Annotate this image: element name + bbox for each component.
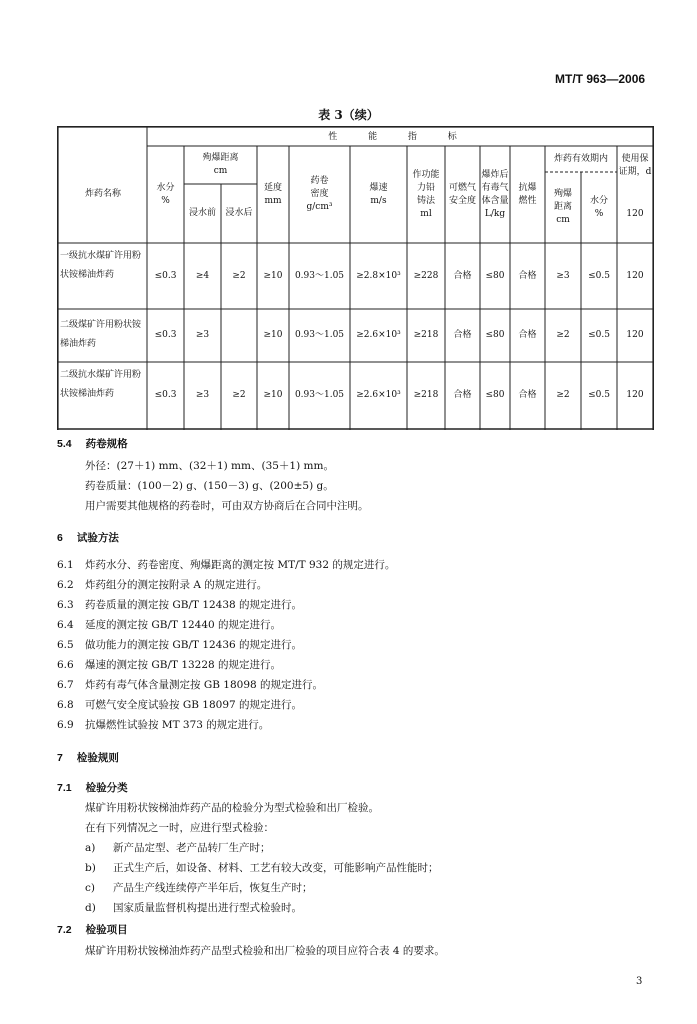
table-cell: ≥10 <box>263 270 283 281</box>
section-6-heading <box>57 530 119 545</box>
page-number: 3 <box>636 976 643 987</box>
table-cell: 0.93～1.05 <box>294 330 345 340</box>
table-cell: ≥2.8×10³ <box>356 270 401 281</box>
header-warranty-value: 120 <box>626 209 644 219</box>
item-number: 6.7 <box>57 679 74 691</box>
item-label: d) <box>85 902 96 914</box>
header-validity-moisture: 水分 % <box>589 195 608 219</box>
list-item <box>57 697 302 712</box>
table-cell: 合格 <box>453 330 472 340</box>
table-cell: 合格 <box>453 270 472 281</box>
header-density: 药卷 密度 g/cm³ <box>306 176 333 212</box>
section-number: 7.1 <box>57 782 72 794</box>
header-after-soak: 浸水后 <box>225 208 253 218</box>
header-name: 炸药名称 <box>84 189 121 199</box>
table-cell: ≥218 <box>413 390 439 400</box>
item-text: 新产品定型、老产品转厂生产时； <box>113 842 271 854</box>
table-cell: ≥2 <box>232 270 246 281</box>
paragraph-line: 煤矿许用粉状铵梯油炸药产品型式检验和出厂检验的项目应符合表 4 的要求。 <box>85 945 445 957</box>
table-cell: ≤80 <box>485 390 505 400</box>
header-before-soak: 浸水前 <box>188 208 216 218</box>
section-title: 检验规则 <box>76 752 119 764</box>
item-text: 可燃气安全度试验按 GB 18097 的规定进行。 <box>85 699 303 711</box>
table-cell: ≥3 <box>195 390 210 400</box>
list-item <box>57 557 395 572</box>
paragraph-line: 在有下列情况之一时，应进行型式检验： <box>85 822 274 834</box>
header-ductility: 延度 mm <box>263 182 282 206</box>
table-cell: ≤0.5 <box>588 330 610 340</box>
list-item <box>57 637 302 652</box>
item-number: 6.3 <box>57 599 74 611</box>
performance-table <box>57 126 654 430</box>
table-cell: ≥2 <box>556 330 570 340</box>
item-number: 6.6 <box>57 659 74 671</box>
section-title: 检验分类 <box>85 782 128 794</box>
table-cell: ≥218 <box>413 330 439 340</box>
table-cell: ≥10 <box>263 330 283 340</box>
section-7-2-heading <box>57 922 128 937</box>
item-label: b) <box>85 862 96 874</box>
header-gas-safety: 可燃气 安全度 <box>448 182 476 206</box>
table-cell <box>221 309 257 362</box>
table-cell: 合格 <box>518 390 537 400</box>
item-number: 6.4 <box>57 619 74 631</box>
header-velocity: 爆速 m/s <box>369 182 388 206</box>
section-title: 试验方法 <box>76 532 119 544</box>
item-text: 抗爆燃性试验按 MT 373 的规定进行。 <box>85 719 270 731</box>
section-number: 6 <box>57 532 63 544</box>
item-text: 正式生产后，如设备、材料、工艺有较大改变，可能影响产品性能时； <box>113 862 439 874</box>
paragraph-line: 煤矿许用粉状铵梯油炸药产品的检验分为型式检验和出厂检验。 <box>85 802 379 814</box>
standard-code: MT/T 963—2006 <box>555 72 646 86</box>
table-cell: ≥3 <box>556 270 570 281</box>
item-number: 6.1 <box>57 559 74 571</box>
table-cell: 合格 <box>518 270 537 281</box>
header-work: 作功能 力铅 铸法 ml <box>412 169 440 219</box>
table-cell: ≥4 <box>195 270 210 281</box>
list-item <box>57 657 281 672</box>
table-cell: ≤0.3 <box>154 390 177 400</box>
list-item <box>57 597 302 612</box>
table-cell: ≤0.5 <box>588 390 610 400</box>
list-item <box>57 617 281 632</box>
item-text: 炸药水分、药卷密度、殉爆距离的测定按 MT/T 932 的规定进行。 <box>85 559 396 571</box>
list-item <box>57 677 323 692</box>
header-validity-transfer: 殉爆 距离 cm <box>553 189 572 225</box>
table-cell: ≥2 <box>556 390 570 400</box>
section-number: 7 <box>57 752 63 764</box>
header-validity: 炸药有效期内 <box>553 153 608 164</box>
table-cell: 合格 <box>453 390 472 400</box>
list-item <box>57 717 269 732</box>
item-text: 炸药组分的测定按附录 A 的规定进行。 <box>85 579 268 591</box>
list-item <box>85 860 439 875</box>
header-toxic-gas: 爆炸后 有毒气 体含量 L/kg <box>481 169 509 219</box>
section-number: 5.4 <box>57 438 72 450</box>
item-label: c) <box>85 882 95 894</box>
section-number: 7.2 <box>57 924 72 936</box>
header-transfer-distance: 殉爆距离 cm <box>202 153 239 176</box>
list-item <box>57 577 267 592</box>
item-text: 做功能力的测定按 GB/T 12436 的规定进行。 <box>85 639 303 651</box>
table-cell: 0.93～1.05 <box>294 270 345 281</box>
item-text: 产品生产线连续停产半年后，恢复生产时； <box>113 882 313 894</box>
item-number: 6.2 <box>57 579 74 591</box>
table-cell: ≥3 <box>195 330 210 340</box>
table-cell: ≥2.6×10³ <box>356 330 401 340</box>
table-cell: 120 <box>626 390 644 400</box>
paragraph-line: 药卷质量：(100－2) g、(150－3) g、(200±5) g。 <box>85 480 334 492</box>
table-caption: 表 3（续） <box>318 108 379 122</box>
table-cell: 合格 <box>518 330 537 340</box>
paragraph-line: 用户需要其他规格的药卷时，可由双方协商后在合同中注明。 <box>85 500 369 512</box>
list-item <box>85 900 302 915</box>
group-header: 性 能 指 标 <box>328 131 471 142</box>
item-text: 国家质量监督机构提出进行型式检验时。 <box>113 902 302 914</box>
table-cell: ≤80 <box>485 330 505 340</box>
section-5-4-heading <box>57 436 128 451</box>
section-7-heading <box>57 750 119 765</box>
header-antiknock: 抗爆 燃性 <box>518 182 537 206</box>
section-title: 药卷规格 <box>85 438 128 450</box>
table-cell: ≥2.6×10³ <box>356 390 401 400</box>
table-cell: ≥2 <box>232 390 246 400</box>
item-number: 6.5 <box>57 639 74 651</box>
paragraph-line: 外径：(27＋1) mm、(32＋1) mm、(35＋1) mm。 <box>85 460 334 472</box>
table-cell: 120 <box>626 330 644 340</box>
item-number: 6.9 <box>57 719 74 731</box>
item-text: 爆速的测定按 GB/T 13228 的规定进行。 <box>85 659 282 671</box>
list-item <box>85 880 313 895</box>
table-row-name: 二级抗水煤矿许用粉状铵梯油炸药 <box>60 370 142 399</box>
table-cell: ≥10 <box>263 390 283 400</box>
table-cell: ≤0.5 <box>588 270 610 281</box>
item-number: 6.8 <box>57 699 74 711</box>
item-text: 药卷质量的测定按 GB/T 12438 的规定进行。 <box>85 599 303 611</box>
item-text: 炸药有毒气体含量测定按 GB 18098 的规定进行。 <box>85 679 324 691</box>
header-warranty: 使用保 证期，d <box>618 154 652 177</box>
table-row-name: 一级抗水煤矿许用粉状铵梯油炸药 <box>60 251 142 280</box>
section-title: 检验项目 <box>85 924 128 936</box>
item-text: 延度的测定按 GB/T 12440 的规定进行。 <box>85 619 282 631</box>
table-cell: ≥228 <box>413 270 439 281</box>
table-cell: ≤0.3 <box>154 270 177 281</box>
section-7-1-heading <box>57 780 128 795</box>
table-cell: ≤80 <box>485 270 505 281</box>
table-cell: 120 <box>626 270 644 281</box>
table-cell: ≤0.3 <box>154 330 177 340</box>
list-item <box>85 840 271 855</box>
header-moisture: 水分 % <box>156 182 175 206</box>
table-cell: 0.93～1.05 <box>294 390 345 400</box>
table-row-name: 二级煤矿许用粉状铵梯油炸药 <box>60 320 142 349</box>
item-label: a) <box>85 842 96 854</box>
